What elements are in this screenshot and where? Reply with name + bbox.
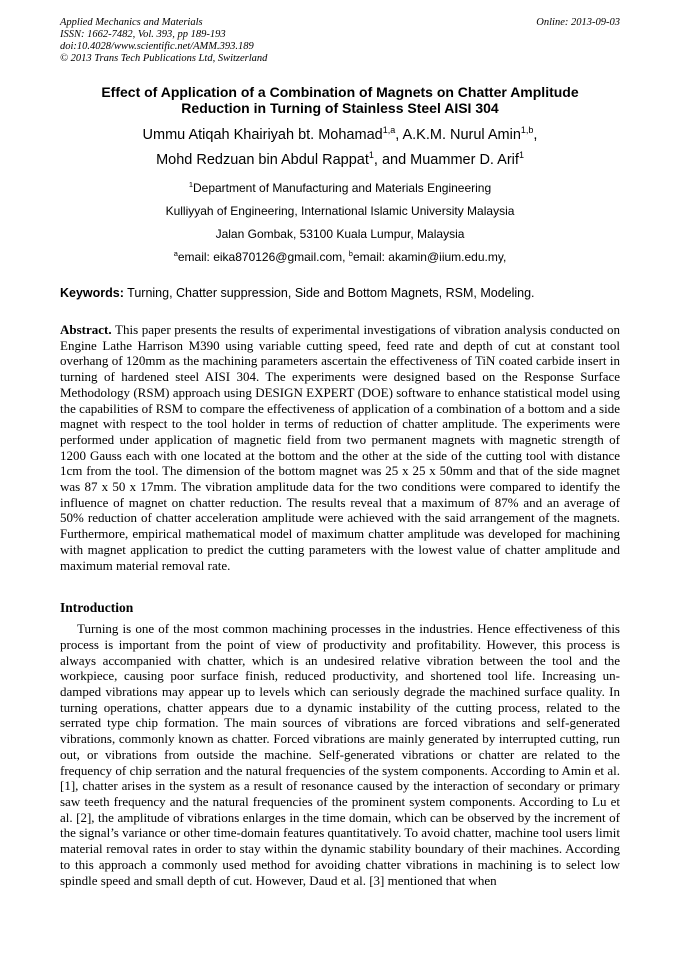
journal-doi: doi:10.4028/www.scientific.net/AMM.393.189 (60, 41, 254, 52)
keywords-label: Keywords: (60, 286, 124, 300)
email-marker-a: a (173, 249, 178, 258)
affiliation-university: Kulliyyah of Engineering, International Islamic University Malaysia (165, 204, 515, 218)
email-b: email: akamin@iium.edu.my, (352, 250, 507, 264)
journal-copyright: © 2013 Trans Tech Publications Ltd, Switzerland (60, 53, 268, 64)
affiliation-department-text: Department of Manufacturing and Materials Engineering (192, 181, 492, 195)
journal-header (60, 17, 620, 65)
paper-title-line1: Effect of Application of a Combination of Magnets on Chatter Amplitude (101, 84, 579, 100)
email-marker-b: b (348, 249, 353, 258)
affiliation-block (60, 177, 620, 269)
author-affil-marker: 1 (368, 150, 374, 161)
author-name: , and Muammer D. Arif (373, 152, 519, 168)
author-name: Mohd Redzuan bin Abdul Rappat (156, 152, 369, 168)
abstract-label: Abstract. (60, 322, 112, 337)
keywords-line (60, 286, 620, 301)
keywords-text: Turning, Chatter suppression, Side and Bottom Magnets, RSM, Modeling. (123, 286, 535, 300)
affiliation-marker: 1 (188, 180, 193, 189)
affiliation-department (60, 177, 620, 200)
journal-name: Applied Mechanics and Materials (60, 17, 203, 28)
journal-issn-volume: ISSN: 1662-7482, Vol. 393, pp 189-193 (60, 29, 226, 40)
abstract-paragraph (60, 322, 620, 573)
author-line-2 (60, 148, 620, 173)
author-name: , A.K.M. Nurul Amin (395, 127, 521, 143)
introduction-heading: Introduction (60, 600, 134, 616)
author-name: Ummu Atiqah Khairiyah bt. Mohamad (142, 127, 383, 143)
online-date: Online: 2013-09-03 (536, 17, 620, 28)
journal-info-block (60, 17, 267, 65)
email-a: email: eika870126@gmail.com, (177, 250, 349, 264)
author-separator: , (533, 127, 538, 143)
affiliation-address: Jalan Gombak, 53100 Kuala Lumpur, Malaysia (215, 227, 465, 241)
author-list (60, 123, 620, 173)
author-affil-marker: 1,a (382, 125, 396, 136)
abstract-text: This paper presents the results of experimental investigations of vibration analysis conducted on Engine Lathe Harrison M390 using variable cutting speed, feed rate and depth of cut at constant tool overhang of 120mm as the machining parameters ascertain the effectiveness of TiN coated carbide insert in turning of hardened steel AISI 304. The experiments were designed based on the Response Surface Methodology (RSM) approach using DESIGN EXPERT (DOE) software to enhance statistical model using the capabilities of RSM to compare the effectiveness of application of a combination of a bottom and a side magnet with respect to the tool holder in terms of reduction of chatter amplitude. The experiments were performed under application of magnetic field from two permanent magnets with magnetic strength of 1200 Gauss each with one located at the bottom and the other at the side of the cutting tool with distance 1cm from the tool. The dimension of the bottom magnet was 25 x 25 x 50mm and that of the side magnet was 87 x 50 x 17mm. The vibration amplitude data for the two conditions were compared to identify the influence of magnet on chatter reduction. The results reveal that a maximum of 87% and an average of 50% reduction of chatter acceleration amplitude were achieved with the said arrangement of the magnets. Furthermore, empirical mathematical model of maximum chatter amplitude was developed for machining with magnet application to predict the cutting parameters with the lowest value of chatter amplitude and maximum material removal rate. (60, 322, 620, 573)
paper-title (48, 84, 632, 116)
author-affil-marker: 1,b (520, 125, 534, 136)
paper-title-line2: Reduction in Turning of Stainless Steel AISI 304 (181, 100, 499, 116)
author-emails (60, 246, 620, 269)
author-affil-marker: 1 (518, 150, 524, 161)
introduction-paragraph: Turning is one of the most common machining processes in the industries. Hence effectiveness of this process is important from the point of view of productivity and profitability. However, this process is always accompanied with chatter, which is an undesired relative vibration between the tool and the workpiece, causing poor surface finish, reduced productivity, and shortened tool life. Increasing un-damped vibrations may appear up to levels which can seriously degrade the machined surface quality. In turning operations, chatter appears due to a dynamic instability of the cutting process, related to the serrated type chip formation. The main sources of vibrations are forced vibrations and self-generated vibrations, commonly known as chatter. Forced vibrations are mainly generated by interrupted cutting, run out, or vibrations from outside the machine. Self-generated vibrations or chatter are related to the frequency of chip serration and the natural frequencies of the system components. According to Amin et al. [1], chatter arises in the system as a result of resonance caused by the interaction of secondary or primary saw teeth frequency and the natural frequencies of the prominent system components. According to Lu et al. [2], the amplitude of vibrations enlarges in the time domain, which can be observed by the increment of the signal’s variance or other time-domain features quantitatively. To avoid chatter, machine tool users limit material removal rates in order to stay within the dynamic stability boundary of their machines. According to this approach a commonly used method for avoiding chatter vibrations in machining is to select low spindle speed and small depth of cut. However, Daud et al. [3] mentioned that when (60, 621, 620, 888)
author-line-1 (60, 123, 620, 148)
